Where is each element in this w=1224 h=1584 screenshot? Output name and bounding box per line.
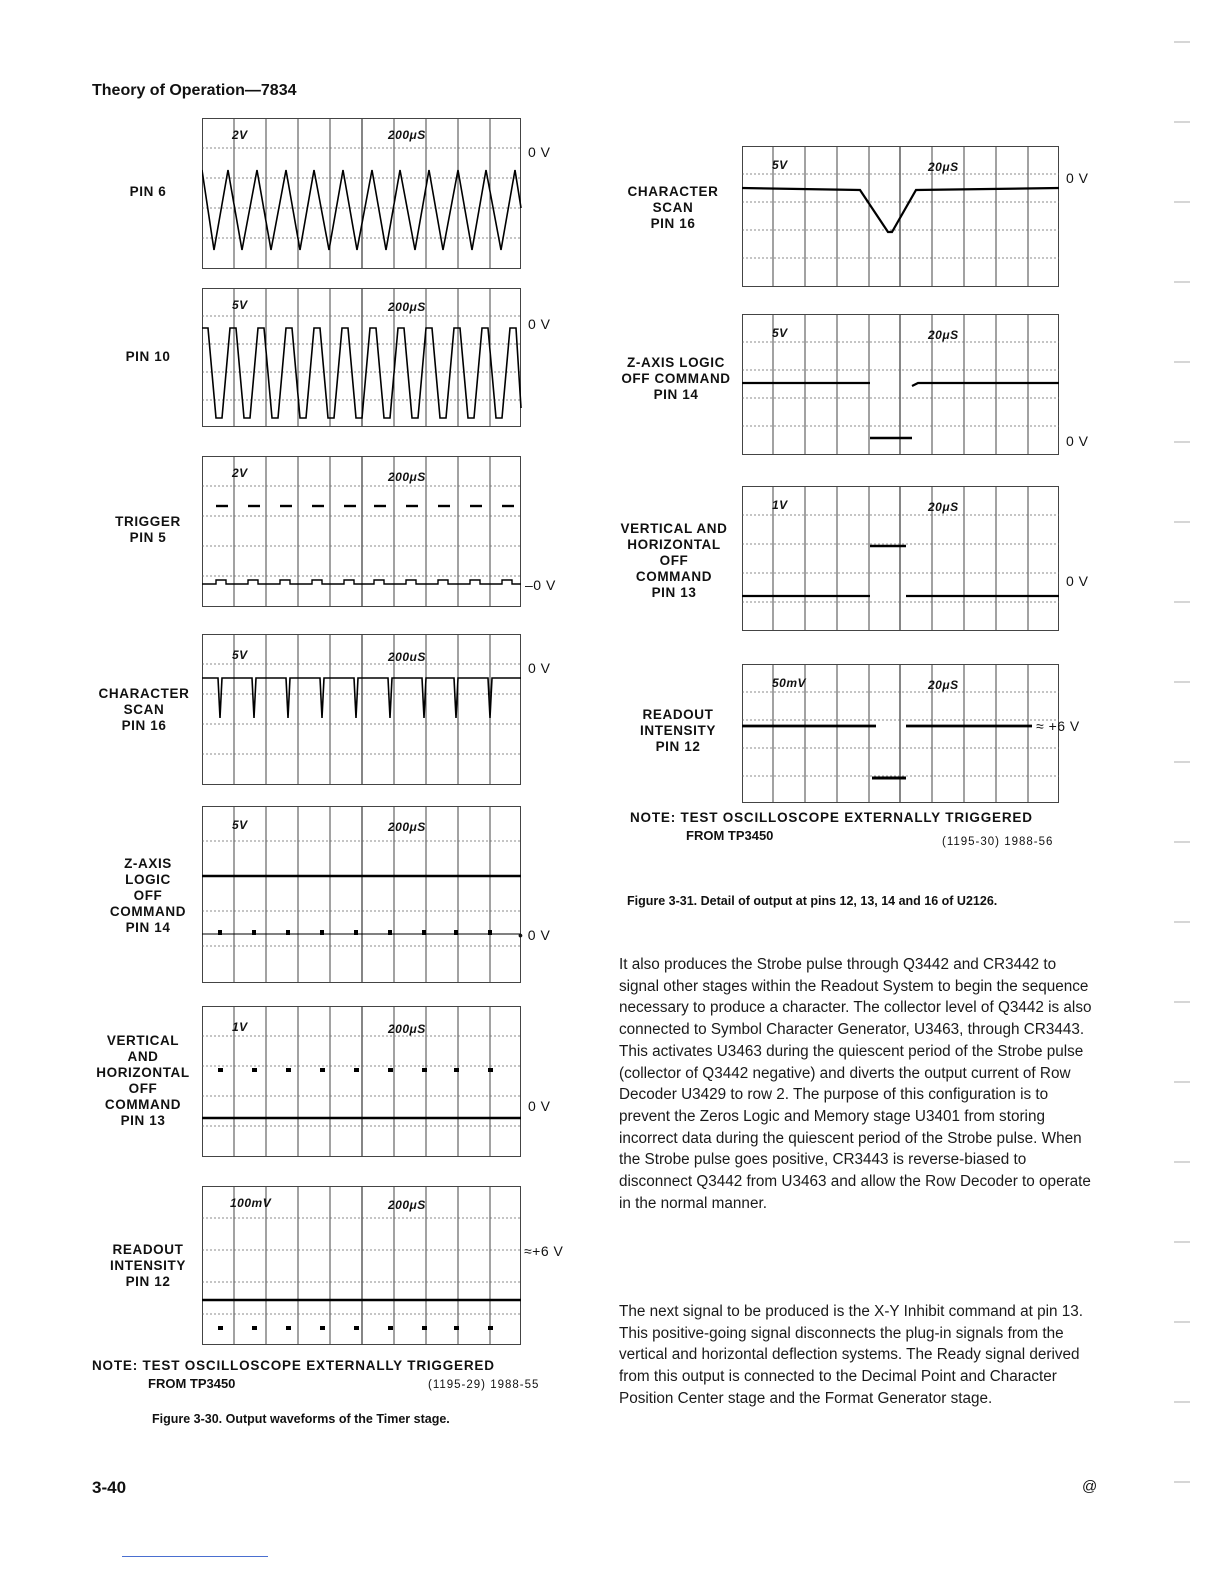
body-paragraph-2 — [619, 1301, 1099, 1410]
ref-level-r-vert-horiz: 0 V — [1066, 573, 1089, 589]
volts-per-div-pin6: 2V — [232, 128, 248, 142]
scope-trace-pin6 — [202, 118, 522, 270]
footer-mark: @ — [1082, 1478, 1098, 1495]
volts-per-div-pin10: 5V — [232, 298, 248, 312]
ref-level-char-scan: 0 V — [528, 660, 551, 676]
panel-label-pin10: PIN 10 — [125, 349, 171, 364]
scope-trace-zaxis — [202, 806, 522, 984]
paragraph-text: The next signal to be produced is the X-Y Inhibit command at pin 13. This positive-going signal disconnects the plug-in signals from the vertical and horizontal deflection systems. The Ready signal derived from this output is connected to the Decimal Point and Character Position Center stage and the Format Generator stage. — [619, 1303, 1084, 1407]
time-per-div-readout: 200μS — [388, 1198, 426, 1212]
time-per-div-pin6: 200μS — [388, 128, 426, 142]
volts-per-div-r-vert-horiz: 1V — [772, 498, 788, 512]
time-per-div-char-scan: 200uS — [388, 650, 426, 664]
volts-per-div-vert-horiz: 1V — [232, 1020, 248, 1034]
figure-note-right: NOTE: TEST OSCILLOSCOPE EXTERNALLY TRIGGERED — [630, 810, 1033, 825]
figure-code-right: (1195-30) 1988-56 — [942, 836, 1054, 848]
volts-per-div-r-char-scan: 5V — [772, 158, 788, 172]
volts-per-div-char-scan: 5V — [232, 648, 248, 662]
ref-level-pin6: 0 V — [528, 144, 551, 160]
figure-note-source-left: FROM TP3450 — [148, 1376, 236, 1391]
body-paragraph-1 — [619, 954, 1099, 1214]
panel-label-char-scan: CHARACTER SCAN PIN 16 — [98, 686, 190, 733]
time-per-div-pin10: 200μS — [388, 300, 426, 314]
scope-trace-pin10 — [202, 288, 522, 428]
panel-label-pin6: PIN 6 — [129, 184, 167, 199]
time-per-div-vert-horiz: 200μS — [388, 1022, 426, 1036]
time-per-div-r-zaxis: 20μS — [928, 328, 959, 342]
panel-label-r-zaxis: Z-AXIS LOGIC OFF COMMAND PIN 14 — [621, 355, 731, 402]
time-per-div-r-char-scan: 20μS — [928, 160, 959, 174]
panel-label-zaxis: Z-AXIS LOGIC OFF COMMAND PIN 14 — [109, 856, 187, 935]
scope-trace-vert-horiz — [202, 1006, 522, 1158]
panel-label-r-readout: READOUT INTENSITY PIN 12 — [640, 707, 716, 754]
scope-trace-r-char-scan — [742, 146, 1060, 288]
ref-level-zaxis: • 0 V — [518, 927, 551, 943]
ref-level-r-readout: ≈ +6 V — [1036, 718, 1080, 734]
footer-rule — [122, 1556, 268, 1557]
running-header: Theory of Operation—7834 — [92, 82, 297, 99]
time-per-div-trigger: 200μS — [388, 470, 426, 484]
ref-level-pin10: 0 V — [528, 316, 551, 332]
page-number: 3-40 — [92, 1478, 127, 1497]
volts-per-div-r-zaxis: 5V — [772, 326, 788, 340]
panel-label-r-vert-horiz: VERTICAL AND HORIZONTAL OFF COMMAND PIN 13 — [620, 521, 728, 600]
scope-trace-trigger — [202, 456, 522, 608]
ref-level-readout: ≈+6 V — [524, 1243, 564, 1259]
time-per-div-r-vert-horiz: 20μS — [928, 500, 959, 514]
volts-per-div-zaxis: 5V — [232, 818, 248, 832]
volts-per-div-r-readout: 50mV — [772, 676, 807, 690]
time-per-div-zaxis: 200μS — [388, 820, 426, 834]
scope-trace-r-zaxis — [742, 314, 1060, 456]
panel-label-readout: READOUT INTENSITY PIN 12 — [110, 1242, 186, 1289]
panel-label-r-char-scan: CHARACTER SCAN PIN 16 — [627, 184, 719, 231]
figure-note-left: NOTE: TEST OSCILLOSCOPE EXTERNALLY TRIGGERED — [92, 1358, 495, 1373]
scope-trace-readout — [202, 1186, 522, 1346]
ref-level-vert-horiz: 0 V — [528, 1098, 551, 1114]
volts-per-div-trigger: 2V — [232, 466, 248, 480]
figure-caption-right: Figure 3-31. Detail of output at pins 12, 13, 14 and 16 of U2126. — [627, 894, 998, 908]
panel-label-trigger: TRIGGER PIN 5 — [115, 514, 181, 545]
ref-level-r-char-scan: 0 V — [1066, 170, 1089, 186]
scope-trace-char-scan — [202, 634, 522, 786]
ref-level-r-zaxis: 0 V — [1066, 433, 1089, 449]
ref-level-trigger: –0 V — [525, 577, 556, 593]
figure-code-left: (1195-29) 1988-55 — [428, 1379, 540, 1391]
time-per-div-r-readout: 20μS — [928, 678, 959, 692]
paragraph-text: It also produces the Strobe pulse through Q3442 and CR3442 to signal other stages within the Readout System to begin the sequence necessary to produce a character. The collector level of Q3442 is also connected to Symbol Character Generator, U3463, through CR3443. This activates U3463 during the quiescent period of the Strobe pulse (collector of Q3442 negative) and diverts the output current of Row Decoder U3429 to row 2. The purpose of this configuration is to prevent the Zeros Logic and Memory stage U3401 from storing incorrect data during the quiescent period of the Strobe pulse. When the Strobe pulse goes positive, CR3443 is reverse-biased to disconnect Q3442 from U3463 and allow the Row Decoder to operate in the normal manner. — [619, 956, 1092, 1212]
margin-marks — [1170, 30, 1210, 1530]
figure-caption-left: Figure 3-30. Output waveforms of the Timer stage. — [152, 1412, 450, 1426]
volts-per-div-readout: 100mV — [230, 1196, 272, 1210]
scope-trace-r-vert-horiz — [742, 486, 1060, 632]
panel-label-vert-horiz: VERTICAL AND HORIZONTAL OFF COMMAND PIN 13 — [96, 1033, 190, 1128]
figure-note-source-right: FROM TP3450 — [686, 828, 774, 843]
